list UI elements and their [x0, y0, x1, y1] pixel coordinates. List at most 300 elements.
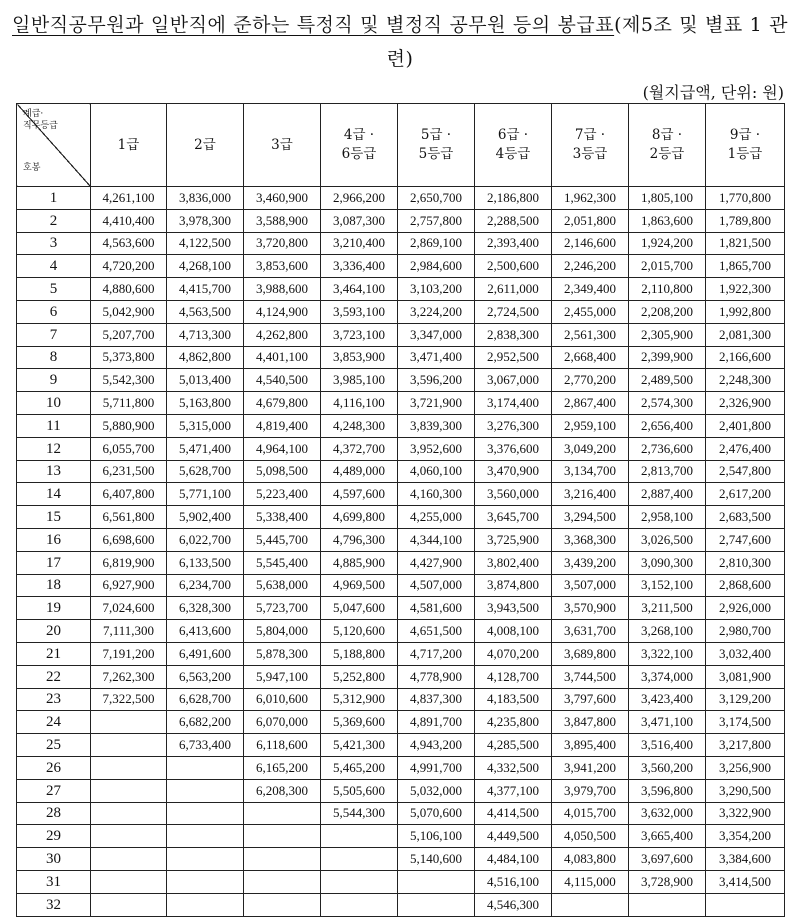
column-header	[552, 104, 629, 187]
salary-cell: 3,720,800	[244, 232, 321, 255]
salary-cell	[91, 893, 167, 916]
salary-cell: 3,941,200	[552, 756, 629, 779]
salary-cell: 3,985,100	[321, 369, 398, 392]
salary-cell: 3,129,200	[706, 688, 785, 711]
salary-cell: 2,966,200	[321, 187, 398, 210]
salary-cell: 2,813,700	[629, 460, 706, 483]
step-cell: 28	[17, 802, 91, 825]
salary-cell: 4,484,100	[475, 848, 552, 871]
salary-cell: 2,349,400	[552, 278, 629, 301]
salary-cell: 4,083,800	[552, 848, 629, 871]
salary-cell: 6,010,600	[244, 688, 321, 711]
column-header-line2: 6등급	[341, 146, 377, 162]
salary-cell: 2,617,200	[706, 483, 785, 506]
salary-cell: 3,032,400	[706, 642, 785, 665]
salary-cell: 4,449,500	[475, 825, 552, 848]
salary-cell: 6,165,200	[244, 756, 321, 779]
table-row	[17, 528, 785, 551]
column-header-line1: 4급 ·	[343, 127, 375, 143]
column-header-line2: 1등급	[727, 146, 763, 162]
step-cell: 17	[17, 551, 91, 574]
salary-cell	[167, 756, 244, 779]
salary-cell: 3,081,900	[706, 665, 785, 688]
salary-cell: 5,638,000	[244, 574, 321, 597]
salary-cell: 3,988,600	[244, 278, 321, 301]
salary-cell: 2,867,400	[552, 392, 629, 415]
salary-cell: 3,596,800	[629, 779, 706, 802]
column-header	[475, 104, 552, 187]
salary-cell: 5,545,400	[244, 551, 321, 574]
column-header-line1: 9급 ·	[729, 127, 761, 143]
step-cell: 16	[17, 528, 91, 551]
salary-cell: 5,032,000	[398, 779, 475, 802]
step-cell: 27	[17, 779, 91, 802]
salary-cell: 5,471,400	[167, 437, 244, 460]
salary-cell: 4,372,700	[321, 437, 398, 460]
table-row	[17, 346, 785, 369]
step-cell: 21	[17, 642, 91, 665]
salary-cell: 3,596,200	[398, 369, 475, 392]
salary-cell: 4,546,300	[475, 893, 552, 916]
salary-cell: 5,207,700	[91, 323, 167, 346]
column-header	[706, 104, 785, 187]
salary-cell: 4,713,300	[167, 323, 244, 346]
salary-cell: 3,721,900	[398, 392, 475, 415]
salary-cell: 3,665,400	[629, 825, 706, 848]
salary-cell: 2,757,800	[398, 209, 475, 232]
salary-cell: 3,276,300	[475, 414, 552, 437]
salary-cell: 2,110,800	[629, 278, 706, 301]
salary-cell	[706, 893, 785, 916]
table-row	[17, 574, 785, 597]
title-suffix: (제5조 및 별표 1 관련)	[386, 14, 788, 70]
salary-cell: 3,414,500	[706, 870, 785, 893]
salary-cell	[629, 893, 706, 916]
salary-cell: 4,699,800	[321, 506, 398, 529]
salary-cell: 3,593,100	[321, 300, 398, 323]
salary-cell: 7,024,600	[91, 597, 167, 620]
header-row	[17, 104, 785, 187]
table-row	[17, 642, 785, 665]
salary-cell: 3,423,400	[629, 688, 706, 711]
salary-cell: 4,969,500	[321, 574, 398, 597]
salary-cell: 3,460,900	[244, 187, 321, 210]
step-cell: 19	[17, 597, 91, 620]
salary-cell: 1,770,800	[706, 187, 785, 210]
salary-cell: 4,427,900	[398, 551, 475, 574]
salary-cell: 4,597,600	[321, 483, 398, 506]
salary-cell: 5,042,900	[91, 300, 167, 323]
salary-cell: 3,374,000	[629, 665, 706, 688]
salary-cell: 5,013,400	[167, 369, 244, 392]
table-row	[17, 483, 785, 506]
salary-cell: 3,087,300	[321, 209, 398, 232]
salary-cell: 2,305,900	[629, 323, 706, 346]
corner-top	[23, 108, 58, 132]
table-row	[17, 711, 785, 734]
salary-cell: 6,413,600	[167, 620, 244, 643]
salary-cell: 5,465,200	[321, 756, 398, 779]
salary-cell: 6,231,500	[91, 460, 167, 483]
salary-cell: 4,060,100	[398, 460, 475, 483]
step-cell: 26	[17, 756, 91, 779]
salary-cell: 2,952,500	[475, 346, 552, 369]
salary-cell: 1,821,500	[706, 232, 785, 255]
salary-cell: 3,895,400	[552, 734, 629, 757]
salary-cell: 2,980,700	[706, 620, 785, 643]
salary-cell: 5,106,100	[398, 825, 475, 848]
salary-cell: 2,326,900	[706, 392, 785, 415]
salary-cell: 3,103,200	[398, 278, 475, 301]
salary-cell: 4,415,700	[167, 278, 244, 301]
salary-cell: 3,294,500	[552, 506, 629, 529]
salary-cell: 7,322,500	[91, 688, 167, 711]
salary-cell: 3,471,400	[398, 346, 475, 369]
salary-cell: 6,070,000	[244, 711, 321, 734]
salary-cell: 3,847,800	[552, 711, 629, 734]
table-row	[17, 460, 785, 483]
salary-cell: 5,252,800	[321, 665, 398, 688]
salary-cell: 4,507,000	[398, 574, 475, 597]
salary-cell: 2,668,400	[552, 346, 629, 369]
salary-cell: 1,863,600	[629, 209, 706, 232]
salary-cell: 3,216,400	[552, 483, 629, 506]
salary-cell: 3,217,800	[706, 734, 785, 757]
salary-cell: 5,163,800	[167, 392, 244, 415]
salary-cell: 3,507,000	[552, 574, 629, 597]
salary-cell: 6,234,700	[167, 574, 244, 597]
table-row	[17, 756, 785, 779]
salary-cell: 1,992,800	[706, 300, 785, 323]
table-row	[17, 734, 785, 757]
salary-cell: 1,924,200	[629, 232, 706, 255]
salary-cell: 4,070,200	[475, 642, 552, 665]
column-header	[91, 104, 167, 187]
salary-cell: 2,736,600	[629, 437, 706, 460]
salary-cell: 4,124,900	[244, 300, 321, 323]
salary-cell	[321, 870, 398, 893]
salary-cell: 5,804,000	[244, 620, 321, 643]
salary-cell: 3,256,900	[706, 756, 785, 779]
title-main: 일반직공무원과 일반직에 준하는 특정직 및 별정직 공무원 등의 봉급표	[12, 14, 615, 36]
column-header-line2: 4등급	[495, 146, 531, 162]
salary-cell	[244, 802, 321, 825]
salary-cell: 5,338,400	[244, 506, 321, 529]
salary-cell: 5,098,500	[244, 460, 321, 483]
salary-cell: 4,819,400	[244, 414, 321, 437]
salary-cell: 2,208,200	[629, 300, 706, 323]
step-cell: 20	[17, 620, 91, 643]
salary-cell: 2,926,000	[706, 597, 785, 620]
salary-cell: 3,516,400	[629, 734, 706, 757]
step-cell: 31	[17, 870, 91, 893]
table-body	[17, 187, 785, 917]
column-header	[321, 104, 398, 187]
salary-cell: 3,632,000	[629, 802, 706, 825]
step-cell: 14	[17, 483, 91, 506]
salary-cell: 3,560,200	[629, 756, 706, 779]
table-row	[17, 688, 785, 711]
salary-cell	[398, 893, 475, 916]
table-row	[17, 802, 785, 825]
step-cell: 23	[17, 688, 91, 711]
table-row	[17, 278, 785, 301]
salary-cell: 2,683,500	[706, 506, 785, 529]
salary-cell: 3,439,200	[552, 551, 629, 574]
salary-cell: 6,563,200	[167, 665, 244, 688]
table-row	[17, 209, 785, 232]
salary-cell: 6,208,300	[244, 779, 321, 802]
salary-cell: 6,561,800	[91, 506, 167, 529]
column-header-line2: 3등급	[572, 146, 608, 162]
salary-cell: 2,399,900	[629, 346, 706, 369]
salary-cell	[244, 870, 321, 893]
column-header-line1: 5급 ·	[420, 127, 452, 143]
salary-cell: 3,049,200	[552, 437, 629, 460]
salary-cell: 4,344,100	[398, 528, 475, 551]
salary-cell: 2,081,300	[706, 323, 785, 346]
salary-table	[16, 103, 785, 917]
salary-cell	[91, 711, 167, 734]
salary-cell: 5,312,900	[321, 688, 398, 711]
salary-cell: 4,008,100	[475, 620, 552, 643]
salary-cell: 4,183,500	[475, 688, 552, 711]
salary-cell: 5,711,800	[91, 392, 167, 415]
salary-cell: 3,725,900	[475, 528, 552, 551]
table-row	[17, 597, 785, 620]
salary-cell: 2,146,600	[552, 232, 629, 255]
salary-cell: 4,651,500	[398, 620, 475, 643]
column-header-line1: 7급 ·	[574, 127, 606, 143]
salary-cell: 5,070,600	[398, 802, 475, 825]
salary-cell	[91, 756, 167, 779]
salary-cell: 5,902,400	[167, 506, 244, 529]
table-row	[17, 414, 785, 437]
salary-cell: 5,421,300	[321, 734, 398, 757]
salary-cell: 5,120,600	[321, 620, 398, 643]
salary-cell: 2,887,400	[629, 483, 706, 506]
salary-cell: 3,090,300	[629, 551, 706, 574]
salary-cell	[167, 893, 244, 916]
salary-cell: 5,223,400	[244, 483, 321, 506]
salary-cell: 2,489,500	[629, 369, 706, 392]
column-header-line1: 6급 ·	[497, 127, 529, 143]
salary-cell: 3,874,800	[475, 574, 552, 597]
step-cell: 11	[17, 414, 91, 437]
salary-cell: 4,255,000	[398, 506, 475, 529]
salary-cell: 3,174,500	[706, 711, 785, 734]
salary-cell: 5,373,800	[91, 346, 167, 369]
salary-cell: 5,878,300	[244, 642, 321, 665]
salary-cell: 3,560,000	[475, 483, 552, 506]
salary-cell: 4,862,800	[167, 346, 244, 369]
salary-cell: 3,354,200	[706, 825, 785, 848]
step-cell: 18	[17, 574, 91, 597]
salary-cell: 3,134,700	[552, 460, 629, 483]
column-header	[167, 104, 244, 187]
table-row	[17, 893, 785, 916]
table-row	[17, 506, 785, 529]
corner-top-line1: 계급·	[23, 109, 44, 119]
table-row	[17, 825, 785, 848]
salary-cell: 2,393,400	[475, 232, 552, 255]
table-row	[17, 187, 785, 210]
salary-cell: 4,050,500	[552, 825, 629, 848]
salary-cell: 5,140,600	[398, 848, 475, 871]
table-row	[17, 870, 785, 893]
step-cell: 29	[17, 825, 91, 848]
step-cell: 4	[17, 255, 91, 278]
salary-cell: 6,055,700	[91, 437, 167, 460]
column-header	[629, 104, 706, 187]
salary-cell	[167, 779, 244, 802]
salary-cell: 4,943,200	[398, 734, 475, 757]
salary-cell: 3,979,700	[552, 779, 629, 802]
salary-cell: 3,336,400	[321, 255, 398, 278]
salary-cell: 3,943,500	[475, 597, 552, 620]
salary-cell: 4,679,800	[244, 392, 321, 415]
salary-cell: 4,837,300	[398, 688, 475, 711]
salary-cell: 2,958,100	[629, 506, 706, 529]
salary-cell: 7,111,300	[91, 620, 167, 643]
salary-cell: 3,464,100	[321, 278, 398, 301]
salary-cell	[91, 779, 167, 802]
table-row	[17, 255, 785, 278]
salary-cell: 3,570,900	[552, 597, 629, 620]
step-cell: 2	[17, 209, 91, 232]
salary-cell: 4,160,300	[398, 483, 475, 506]
salary-cell: 6,628,700	[167, 688, 244, 711]
salary-cell: 1,962,300	[552, 187, 629, 210]
salary-cell: 7,191,200	[91, 642, 167, 665]
salary-cell: 3,952,600	[398, 437, 475, 460]
salary-cell: 3,978,300	[167, 209, 244, 232]
step-cell: 22	[17, 665, 91, 688]
salary-cell: 2,248,300	[706, 369, 785, 392]
salary-cell: 6,022,700	[167, 528, 244, 551]
salary-cell	[167, 848, 244, 871]
salary-cell: 3,797,600	[552, 688, 629, 711]
salary-cell: 3,322,900	[706, 802, 785, 825]
table-row	[17, 551, 785, 574]
salary-cell: 2,401,800	[706, 414, 785, 437]
salary-cell: 6,927,900	[91, 574, 167, 597]
salary-cell: 3,853,900	[321, 346, 398, 369]
salary-cell: 2,810,300	[706, 551, 785, 574]
salary-cell: 6,733,400	[167, 734, 244, 757]
salary-cell: 3,347,000	[398, 323, 475, 346]
salary-cell: 3,067,000	[475, 369, 552, 392]
salary-cell: 2,868,600	[706, 574, 785, 597]
salary-cell: 4,285,500	[475, 734, 552, 757]
step-cell: 15	[17, 506, 91, 529]
salary-cell: 2,288,500	[475, 209, 552, 232]
column-header-line1: 8급 ·	[651, 127, 683, 143]
salary-cell: 3,631,700	[552, 620, 629, 643]
salary-cell: 1,922,300	[706, 278, 785, 301]
salary-cell: 2,476,400	[706, 437, 785, 460]
salary-cell: 3,744,500	[552, 665, 629, 688]
salary-cell	[91, 825, 167, 848]
salary-cell: 5,047,600	[321, 597, 398, 620]
salary-cell: 3,645,700	[475, 506, 552, 529]
salary-cell: 3,268,100	[629, 620, 706, 643]
table-row	[17, 300, 785, 323]
column-header-line1: 1급	[117, 136, 140, 153]
salary-cell	[91, 870, 167, 893]
salary-cell: 4,116,100	[321, 392, 398, 415]
salary-cell: 4,720,200	[91, 255, 167, 278]
table-row	[17, 620, 785, 643]
salary-cell: 3,384,600	[706, 848, 785, 871]
salary-cell: 5,544,300	[321, 802, 398, 825]
salary-cell: 3,839,300	[398, 414, 475, 437]
salary-cell: 4,717,200	[398, 642, 475, 665]
step-cell: 7	[17, 323, 91, 346]
column-header	[244, 104, 321, 187]
salary-cell: 2,561,300	[552, 323, 629, 346]
salary-cell: 1,865,700	[706, 255, 785, 278]
salary-cell: 2,650,700	[398, 187, 475, 210]
salary-cell: 3,210,400	[321, 232, 398, 255]
salary-cell: 4,414,500	[475, 802, 552, 825]
salary-cell: 4,268,100	[167, 255, 244, 278]
salary-cell: 3,588,900	[244, 209, 321, 232]
salary-cell: 4,778,900	[398, 665, 475, 688]
salary-cell	[244, 848, 321, 871]
salary-cell: 4,015,700	[552, 802, 629, 825]
salary-cell	[167, 802, 244, 825]
step-cell: 6	[17, 300, 91, 323]
salary-cell: 4,332,500	[475, 756, 552, 779]
unit-note: (월지급액, 단위: 원)	[642, 83, 784, 102]
salary-cell: 4,991,700	[398, 756, 475, 779]
step-cell: 25	[17, 734, 91, 757]
salary-cell: 4,235,800	[475, 711, 552, 734]
salary-cell: 6,407,800	[91, 483, 167, 506]
salary-cell: 2,724,500	[475, 300, 552, 323]
salary-cell	[244, 893, 321, 916]
salary-cell: 3,211,500	[629, 597, 706, 620]
corner-header	[17, 104, 91, 187]
salary-cell: 6,328,300	[167, 597, 244, 620]
salary-cell: 5,445,700	[244, 528, 321, 551]
step-cell: 30	[17, 848, 91, 871]
salary-cell: 4,563,500	[167, 300, 244, 323]
salary-cell: 4,410,400	[91, 209, 167, 232]
salary-cell: 3,322,100	[629, 642, 706, 665]
salary-cell: 2,770,200	[552, 369, 629, 392]
salary-cell: 4,563,600	[91, 232, 167, 255]
corner-top-line2: 직무등급	[23, 121, 58, 131]
corner-bottom: 호봉	[23, 163, 41, 173]
column-header-line2: 5등급	[418, 146, 454, 162]
salary-cell: 1,805,100	[629, 187, 706, 210]
salary-cell: 4,122,500	[167, 232, 244, 255]
salary-cell	[167, 825, 244, 848]
salary-cell: 4,248,300	[321, 414, 398, 437]
step-cell: 10	[17, 392, 91, 415]
salary-cell: 1,789,800	[706, 209, 785, 232]
salary-cell: 4,964,100	[244, 437, 321, 460]
salary-cell: 4,401,100	[244, 346, 321, 369]
salary-cell: 3,471,100	[629, 711, 706, 734]
salary-cell: 2,656,400	[629, 414, 706, 437]
step-cell: 13	[17, 460, 91, 483]
salary-cell: 4,262,800	[244, 323, 321, 346]
salary-cell: 3,728,900	[629, 870, 706, 893]
salary-cell: 5,542,300	[91, 369, 167, 392]
